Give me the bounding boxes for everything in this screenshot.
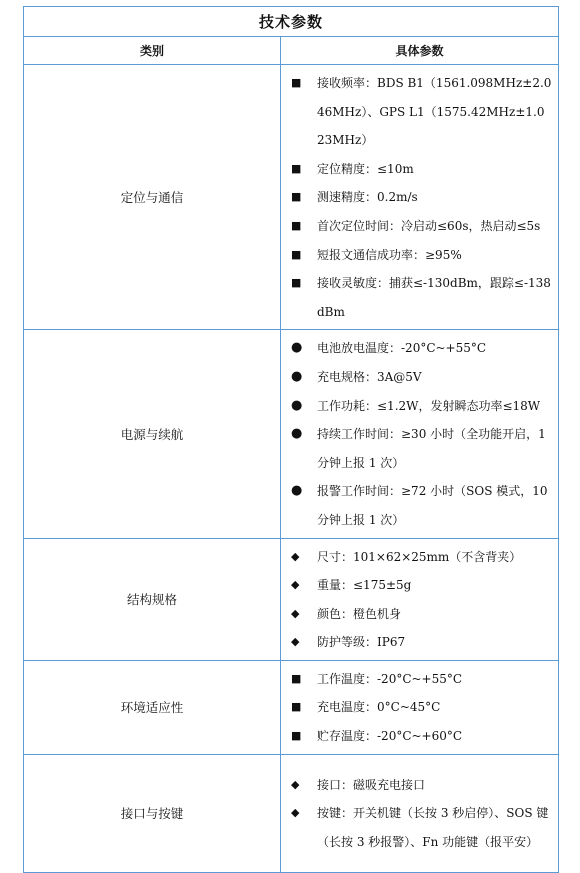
category-positioning: 定位与通信 [24, 65, 281, 330]
list-item [287, 392, 552, 421]
param-text: 报警工作时间：≥72 小时（SOS 模式，10 分钟上报 1 次） [317, 484, 548, 527]
table-row [24, 754, 559, 872]
square-bullet-icon: ■ [291, 700, 302, 714]
category-environment: 环境适应性 [24, 660, 281, 754]
square-bullet-icon: ■ [291, 729, 302, 743]
list-item [287, 799, 552, 856]
param-text: 接口：磁吸充电接口 [317, 777, 426, 792]
header-params: 具体参数 [281, 37, 559, 65]
list-item [287, 269, 552, 326]
square-bullet-icon: ■ [291, 247, 302, 261]
circle-bullet-icon: ● [291, 340, 303, 356]
square-bullet-icon: ■ [291, 671, 302, 685]
param-text: 持续工作时间：≥30 小时（全功能开启，1 分钟上报 1 次） [317, 427, 546, 470]
table-row [24, 660, 559, 754]
list-item [287, 420, 552, 477]
square-bullet-icon: ■ [291, 276, 302, 290]
square-bullet-icon: ■ [291, 218, 302, 232]
param-text: 尺寸：101×62×25mm（不含背夹） [317, 549, 522, 564]
circle-bullet-icon: ● [291, 483, 303, 499]
header-row [24, 37, 559, 65]
category-interface: 接口与按键 [24, 754, 281, 872]
spec-table [23, 6, 559, 873]
params-structure [281, 538, 559, 660]
list-item [287, 722, 552, 751]
list-item [287, 212, 552, 241]
list-item [287, 334, 552, 363]
list-item [287, 628, 552, 657]
diamond-bullet-icon: ◆ [291, 635, 300, 649]
table-title: 技术参数 [24, 7, 559, 37]
diamond-bullet-icon: ◆ [291, 549, 300, 563]
param-text: 工作功耗：≤1.2W，发射瞬态功率≤18W [317, 398, 541, 413]
param-text: 颜色：橙色机身 [317, 606, 402, 621]
param-text: 测速精度：0.2m/s [317, 190, 418, 205]
param-text: 重量：≤175±5g [317, 578, 412, 593]
diamond-bullet-icon: ◆ [291, 806, 300, 820]
list-item [287, 600, 552, 629]
diamond-bullet-icon: ◆ [291, 777, 300, 791]
list-item [287, 477, 552, 534]
list-item [287, 155, 552, 184]
list-item [287, 363, 552, 392]
list-item [287, 183, 552, 212]
square-bullet-icon: ■ [291, 76, 302, 89]
circle-bullet-icon: ● [291, 397, 303, 413]
table-row [24, 538, 559, 660]
param-text: 防护等级：IP67 [317, 635, 406, 650]
title-row [24, 7, 559, 37]
list-item [287, 69, 552, 155]
params-positioning [281, 65, 559, 330]
param-text: 按键：开关机键（长按 3 秒启停）、SOS 键（长按 3 秒报警）、Fn 功能键（报平安） [317, 806, 549, 849]
param-text: 首次定位时间：冷启动≤60s，热启动≤5s [317, 218, 541, 233]
param-text: 定位精度：≤10m [317, 161, 414, 176]
list-item [287, 665, 552, 694]
param-text: 接收灵敏度：捕获≤-130dBm，跟踪≤-138dBm [317, 276, 551, 319]
square-bullet-icon: ■ [291, 161, 302, 175]
param-text: 贮存温度：-20°C~+60°C [317, 729, 463, 744]
table-row [24, 65, 559, 330]
params-environment [281, 660, 559, 754]
spec-sheet [23, 6, 558, 873]
diamond-bullet-icon: ◆ [291, 578, 300, 592]
square-bullet-icon: ■ [291, 190, 302, 204]
params-interface [281, 754, 559, 872]
header-category: 类别 [24, 37, 281, 65]
diamond-bullet-icon: ◆ [291, 606, 300, 620]
param-text: 充电温度：0°C~45°C [317, 700, 441, 715]
param-text: 充电规格：3A@5V [317, 369, 422, 384]
param-text: 工作温度：-20°C~+55°C [317, 671, 463, 686]
param-text: 接收频率：BDS B1（1561.098MHz±2.046MHz）、GPS L1（1575.42MHz±1.023MHz） [317, 76, 552, 148]
list-item [287, 693, 552, 722]
list-item [287, 771, 552, 800]
list-item [287, 571, 552, 600]
params-power [281, 330, 559, 538]
list-item [287, 241, 552, 270]
list-item [287, 543, 552, 572]
table-row [24, 330, 559, 538]
circle-bullet-icon: ● [291, 426, 303, 442]
category-structure: 结构规格 [24, 538, 281, 660]
category-power: 电源与续航 [24, 330, 281, 538]
param-text: 电池放电温度：-20°C~+55°C [317, 341, 487, 356]
param-text: 短报文通信成功率：≥95% [317, 247, 462, 262]
circle-bullet-icon: ● [291, 368, 303, 384]
